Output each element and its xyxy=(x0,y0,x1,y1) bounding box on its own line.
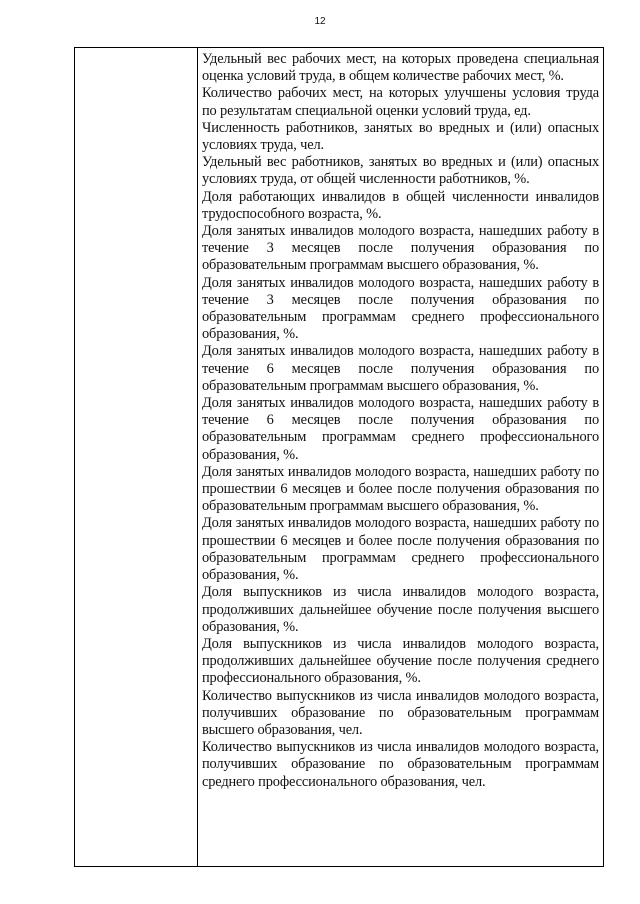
indicator-item: Количество выпускников из числа инвалидов молодого возраста, получивших образование по образовательным программам среднего профессионального образования, чел. xyxy=(202,739,599,790)
indicator-item: Удельный вес рабочих мест, на которых проведена специальная оценка условий труда, в общем количестве рабочих мест, %. xyxy=(202,51,599,85)
indicator-item: Доля занятых инвалидов молодого возраста, нашедших работу в течение 6 месяцев после получения образования по образовательным программам высшего образования, %. xyxy=(202,343,599,394)
indicator-item: Количество рабочих мест, на которых улучшены условия труда по результатам специальной оценки условий труда, ед. xyxy=(202,85,599,119)
indicator-item: Доля занятых инвалидов молодого возраста, нашедших работу по прошествии 6 месяцев и более после получения образования по образовательным программам среднего профессионального образования, %. xyxy=(202,515,599,584)
indicator-item: Доля занятых инвалидов молодого возраста, нашедших работу в течение 3 месяцев после получения образования по образовательным программам среднего профессионального образования, %. xyxy=(202,274,599,343)
indicators-table xyxy=(74,47,604,867)
indicator-item: Доля занятых инвалидов молодого возраста, нашедших работу в течение 3 месяцев после получения образования по образовательным программам высшего образования, %. xyxy=(202,223,599,274)
table-left-cell xyxy=(75,48,198,866)
indicator-item: Доля выпускников из числа инвалидов молодого возраста, продолживших дальнейшее обучение после получения высшего образования, %. xyxy=(202,584,599,635)
indicator-item: Количество выпускников из числа инвалидов молодого возраста, получивших образование по образовательным программам высшего образования, чел. xyxy=(202,687,599,738)
indicator-item: Численность работников, занятых во вредных и (или) опасных условиях труда, чел. xyxy=(202,119,599,154)
indicator-item: Удельный вес работников, занятых во вредных и (или) опасных условиях труда, от общей численности работников, %. xyxy=(202,154,599,188)
indicator-item: Доля занятых инвалидов молодого возраста, нашедших работу в течение 6 месяцев после получения образования по образовательным программам среднего профессионального образования, %. xyxy=(202,395,599,463)
indicator-item: Доля работающих инвалидов в общей численности инвалидов трудоспособного возраста, %. xyxy=(202,188,599,222)
page-number: 12 xyxy=(314,16,326,27)
table-right-cell xyxy=(202,51,599,791)
indicator-item: Доля выпускников из числа инвалидов молодого возраста, продолживших дальнейшее обучение после получения среднего профессионального образования, %. xyxy=(202,635,599,687)
indicator-item: Доля занятых инвалидов молодого возраста, нашедших работу по прошествии 6 месяцев и более после получения образования по образовательным программам высшего образования, %. xyxy=(202,463,599,515)
